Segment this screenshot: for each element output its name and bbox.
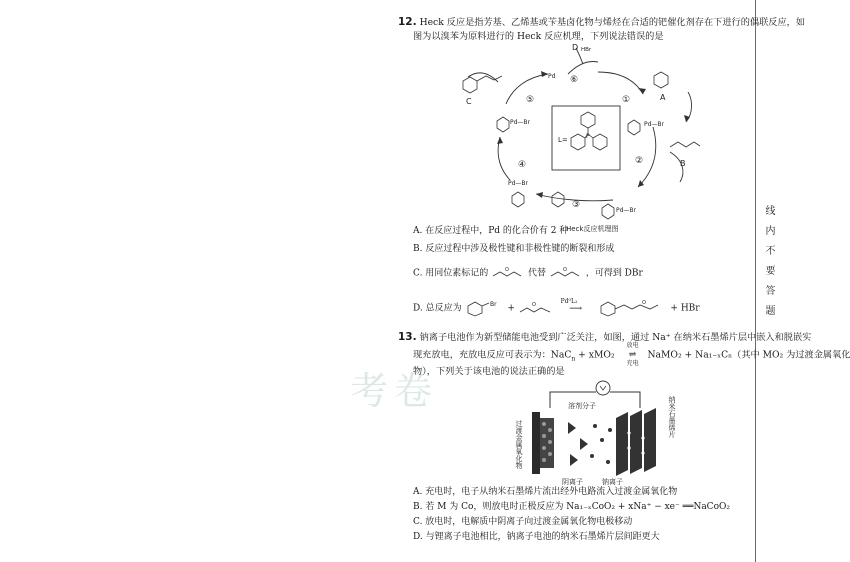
species-B-structure <box>670 142 700 147</box>
q12-option-D: D. 总反应为 Br + O Pd⁰L₂ ⟶ O + HBr <box>413 300 700 316</box>
step-5-label: ⑤ <box>526 95 535 105</box>
step-1-label: ① <box>622 95 631 105</box>
svg-text:Pd—Br: Pd—Br <box>644 121 665 128</box>
arrow-step-1 <box>598 72 643 94</box>
svg-text:Pd—Br: Pd—Br <box>510 119 531 126</box>
q12-option-C <box>413 266 643 281</box>
q13-eq-left: 现充放电，充放电反应可表示为：NaC <box>413 349 572 361</box>
alkene-structure <box>549 266 583 280</box>
step-4-label: ④ <box>518 160 527 170</box>
graphene-label: 纳米石墨烯片 <box>668 396 676 438</box>
label-A: A <box>660 93 666 102</box>
q13-stem-line2: 现充放电，充放电反应可表示为：NaC$_n$ + xMO₂ 放电 ⇌ 充电 NaMO₂ + Na₁₋ₓCₙ（其中 MO₂ 为过渡金属氧化 <box>413 348 850 366</box>
svg-text:O: O <box>562 267 567 273</box>
step-2-label: ② <box>635 156 644 166</box>
label-D-formula: HBr <box>581 47 592 53</box>
q12-option-D-prefix: D. 总反应为 <box>413 303 462 314</box>
q12-number: 12. <box>398 16 417 28</box>
label-D: D <box>572 43 579 52</box>
catalyst-label: Pd⁰L₂ <box>560 297 578 305</box>
watermark: 考卷 <box>350 369 439 413</box>
svg-text:Pd: Pd <box>548 73 556 80</box>
svg-text:O: O <box>531 302 536 308</box>
species-A-ring <box>654 72 668 88</box>
electrolyte-ions <box>568 422 612 466</box>
q12-stem-line1 <box>398 15 805 30</box>
label-B: B <box>680 159 686 168</box>
solvent-label: 溶剂分子 <box>568 402 596 410</box>
arrow-charge-label: 充电 <box>626 360 639 367</box>
graphene-sheet-electrode <box>616 408 656 476</box>
q13-number: 13. <box>398 331 417 343</box>
svg-text:P: P <box>586 133 590 140</box>
step-6-label: ⑥ <box>570 75 579 85</box>
q13-option-B: B. 若 M 为 Co，则放电时正极反应为 Na₁₋ₓCoO₂ + xNa⁺ − xe⁻ ══NaCoO₂ <box>413 502 730 512</box>
q13-eq-mid: + xMO₂ <box>575 349 618 361</box>
q12-option-B: B. 反应过程中涉及极性键和非极性键的断裂和形成 <box>413 244 615 254</box>
diagram-caption: Heck反应机理图 <box>566 225 619 233</box>
q13-stem-line1 <box>398 330 811 345</box>
svg-text:O: O <box>641 300 646 306</box>
svg-text:O: O <box>505 267 510 273</box>
q13-eq-right: NaMO₂ + Na₁₋ₓCₙ（其中 MO₂ 为过渡金属氧化 <box>647 349 850 361</box>
sodium-battery-diagram <box>510 378 680 488</box>
reversible-arrow: 放电 ⇌ 充电 <box>618 348 648 362</box>
heck-mechanism-diagram <box>448 42 708 238</box>
q13-stem-line3: 物），下列关于该电池的说法正确的是 <box>413 366 565 377</box>
label-C: C <box>466 97 472 106</box>
q12-option-A: A. 在反应过程中，Pd 的化合价有 2 种 <box>413 226 569 236</box>
q12-stem-line2: 图为以溴苯为原料进行的 Heck 反应机理，下列说法错误的是 <box>413 31 664 42</box>
q12-stem-text1: Heck 反应是指芳基、乙烯基或苄基卤化物与烯烃在合适的钯催化剂存在下进行的偶联反应，如 <box>419 17 806 28</box>
binding-margin-notice: 线内不要答题 <box>763 205 774 325</box>
step-3-label: ③ <box>572 200 581 210</box>
q12-option-D-suffix: + HBr <box>670 303 700 314</box>
transition-metal-oxide-label: 过渡金属氧化物 <box>515 420 523 469</box>
svg-text:Pd—Br: Pd—Br <box>616 207 637 214</box>
margin-binding-line <box>755 0 756 562</box>
q12-option-C-suffix: ，可得到 DBr <box>585 268 643 279</box>
ligand-structure <box>571 112 607 150</box>
q12-option-C-prefix: C. 用同位素标记的 <box>413 268 489 279</box>
labeled-alkene-structure <box>491 266 525 280</box>
anion-label: 阴离子 <box>562 478 583 486</box>
q13-option-A: A. 充电时，电子从纳米石墨烯片流出经外电路流入过渡金属氧化物 <box>413 487 678 497</box>
heck-product-structure <box>598 300 668 316</box>
transition-metal-oxide-electrode <box>532 412 554 474</box>
bromobenzene-structure <box>465 300 505 316</box>
species-C-ring <box>463 77 477 93</box>
svg-text:Pd—Br: Pd—Br <box>508 180 529 187</box>
q13-option-D: D. 与锂离子电池相比，钠离子电池的纳米石墨烯片层间距更大 <box>413 532 660 542</box>
q13-stem-text1: 钠离子电池作为新型储能电池受到广泛关注，如图，通过 Na⁺ 在纳米石墨烯片层中嵌入和脱嵌实 <box>419 332 812 343</box>
sodium-ion-label: 钠离子 <box>602 478 623 486</box>
q13-option-C: C. 放电时，电解质中阴离子向过渡金属氧化物电极移动 <box>413 517 633 527</box>
ligand-label: L= <box>558 136 568 144</box>
q12-option-C-mid: 代替 <box>528 268 547 279</box>
arrow-discharge-label: 放电 <box>626 342 639 349</box>
bulb-icon <box>596 381 610 395</box>
ester-alkene-structure <box>518 300 554 316</box>
svg-text:Br: Br <box>489 301 497 308</box>
